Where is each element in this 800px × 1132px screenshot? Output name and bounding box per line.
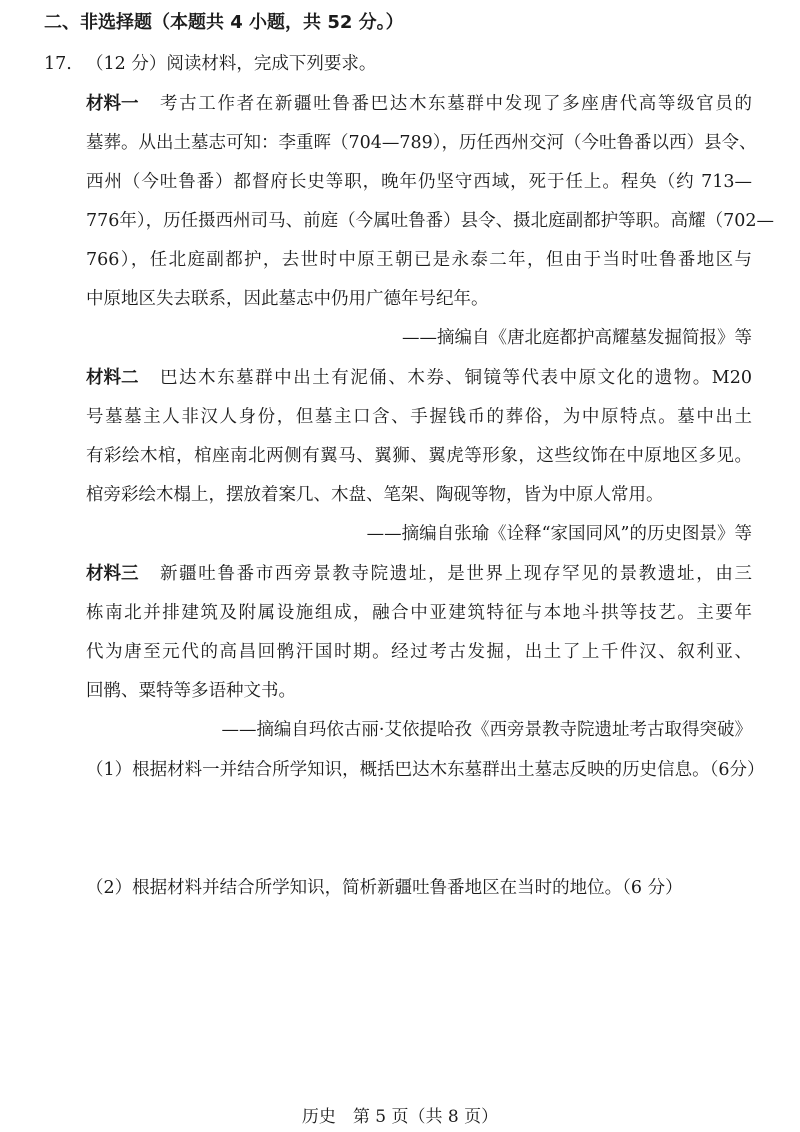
- material3-label: 材料三: [86, 564, 139, 584]
- material2-source: ——摘编自张瑜《诠释“家国同风”的历史图景》等: [366, 524, 752, 544]
- material2-label: 材料二: [86, 368, 139, 388]
- question-intro: （12 分）阅读材料，完成下列要求。: [86, 54, 377, 74]
- material3-source: ——摘编自玛依古丽·艾依提哈孜《西旁景教寺院遗址考古取得突破》: [221, 720, 752, 740]
- material2-line: 巴达木东墓群中出土有泥俑、木券、铜镜等代表中原文化的遗物。M20: [160, 368, 752, 388]
- material3-line: 回鹘、粟特等多语种文书。: [86, 681, 296, 701]
- material2-line: 有彩绘木棺，棺座南北两侧有翼马、翼狮、翼虎等形象，这些纹饰在中原地区多见。: [86, 446, 752, 466]
- material1-line: 766），任北庭副都护，去世时中原王朝已是永泰二年，但由于当时吐鲁番地区与: [86, 250, 752, 270]
- material3-line: 新疆吐鲁番市西旁景教寺院遗址，是世界上现存罕见的景教遗址，由三: [160, 564, 752, 584]
- material3-line: 栋南北并排建筑及附属设施组成，融合中亚建筑特征与本地斗拱等技艺。主要年: [86, 603, 752, 623]
- material1-line: 中原地区失去联系，因此墓志中仍用广德年号纪年。: [86, 289, 489, 309]
- section-heading: 二、非选择题（本题共 4 小题，共 52 分。）: [44, 12, 404, 33]
- material2-line: 号墓墓主人非汉人身份，但墓主口含、手握钱币的葬俗，为中原特点。墓中出土: [86, 407, 752, 427]
- material3-line: 代为唐至元代的高昌回鹘汗国时期。经过考古发掘，出土了上千件汉、叙利亚、: [86, 642, 752, 662]
- sub-question-1: （1）根据材料一并结合所学知识，概括巴达木东墓群出土墓志反映的历史信息。（6分）: [86, 760, 765, 780]
- material2-line: 棺旁彩绘木榻上，摆放着案几、木盘、笔架、陶砚等物，皆为中原人常用。: [86, 485, 664, 505]
- material1-label: 材料一: [86, 94, 139, 114]
- material1-line: 考古工作者在新疆吐鲁番巴达木东墓群中发现了多座唐代高等级官员的: [160, 94, 752, 114]
- material1-line: 西州（今吐鲁番）都督府长史等职，晚年仍坚守西域，死于任上。程奂（约 713—: [86, 172, 752, 192]
- question-number: 17.: [44, 54, 72, 74]
- material1-line: 墓葬。从出土墓志可知：李重晖（704—789），历任西州交河（今吐鲁番以西）县令、: [86, 133, 757, 153]
- material1-source: ——摘编自《唐北庭都护高耀墓发掘简报》等: [402, 328, 752, 348]
- page-footer: 历史 第 5 页（共 8 页）: [301, 1107, 499, 1127]
- sub-question-2: （2）根据材料并结合所学知识，简析新疆吐鲁番地区在当时的地位。（6 分）: [86, 878, 683, 898]
- material1-line: 776年），历任摄西州司马、前庭（今属吐鲁番）县令、摄北庭副都护等职。高耀（702—: [86, 211, 775, 231]
